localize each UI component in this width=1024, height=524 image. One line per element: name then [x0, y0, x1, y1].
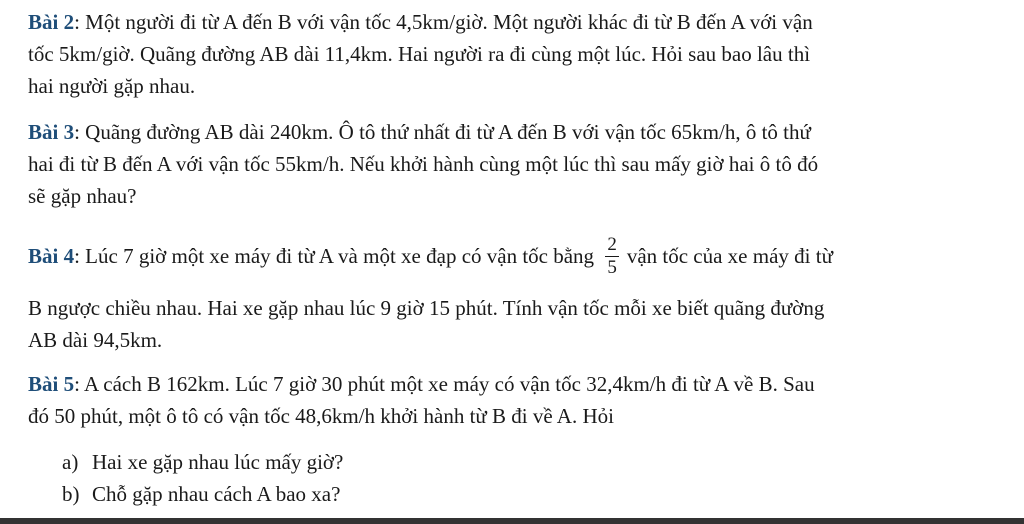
fraction-two-fifths [605, 234, 619, 279]
list-item [62, 446, 343, 478]
problem-4-rest [28, 292, 1003, 356]
bottom-border-bar [0, 518, 1024, 524]
problem-3-line-2: hai đi từ B đến A với vận tốc 55km/h. Nếu khởi hành cùng một lúc thì sau mấy giờ hai ô tô đó [28, 152, 819, 176]
problem-2-line-2: tốc 5km/giờ. Quãng đường AB dài 11,4km. Hai người ra đi cùng một lúc. Hỏi sau bao lâu thì [28, 42, 811, 66]
problem-2-line-1: : Một người đi từ A đến B với vận tốc 4,5km/giờ. Một người khác đi từ B đến A với vận [74, 10, 813, 34]
problem-5 [28, 368, 1003, 432]
problem-4-label: Bài 4 [28, 244, 75, 268]
problem-4-line-3: AB dài 94,5km. [28, 328, 163, 352]
problem-4-line-2: B ngược chiều nhau. Hai xe gặp nhau lúc 9 giờ 15 phút. Tính vận tốc mỗi xe biết quãng đường [28, 296, 825, 320]
problem-5-line-1: : A cách B 162km. Lúc 7 giờ 30 phút một xe máy có vận tốc 32,4km/h đi từ A về B. Sau [74, 372, 815, 396]
list-item-text-b: Chỗ gặp nhau cách A bao xa? [92, 482, 341, 506]
fraction-denominator: 5 [607, 256, 617, 278]
list-item [62, 478, 343, 510]
problem-4-first-line [28, 234, 1003, 281]
list-item-text-a: Hai xe gặp nhau lúc mấy giờ? [92, 450, 344, 474]
problem-2-label: Bài 2 [28, 10, 75, 34]
problem-2-line-3: hai người gặp nhau. [28, 74, 196, 98]
problem-3-label: Bài 3 [28, 120, 75, 144]
problem-5-line-2: đó 50 phút, một ô tô có vận tốc 48,6km/h khởi hành từ B đi về A. Hỏi [28, 404, 614, 428]
problem-5-sub-items [62, 446, 343, 510]
list-marker-b: b) [62, 482, 80, 506]
problem-2 [28, 6, 1003, 102]
problem-3-line-1: : Quãng đường AB dài 240km. Ô tô thứ nhất đi từ A đến B với vận tốc 65km/h, ô tô thứ [74, 120, 811, 144]
problem-3-line-3: sẽ gặp nhau? [28, 184, 137, 208]
fraction-numerator: 2 [607, 233, 617, 255]
problem-4-line-1-before: : Lúc 7 giờ một xe máy đi từ A và một xe đạp có vận tốc bằng [74, 244, 595, 268]
problem-5-label: Bài 5 [28, 372, 75, 396]
list-marker-a: a) [62, 450, 79, 474]
problem-4-line-1-after: vận tốc của xe máy đi từ [626, 244, 833, 268]
problem-3 [28, 116, 1003, 212]
